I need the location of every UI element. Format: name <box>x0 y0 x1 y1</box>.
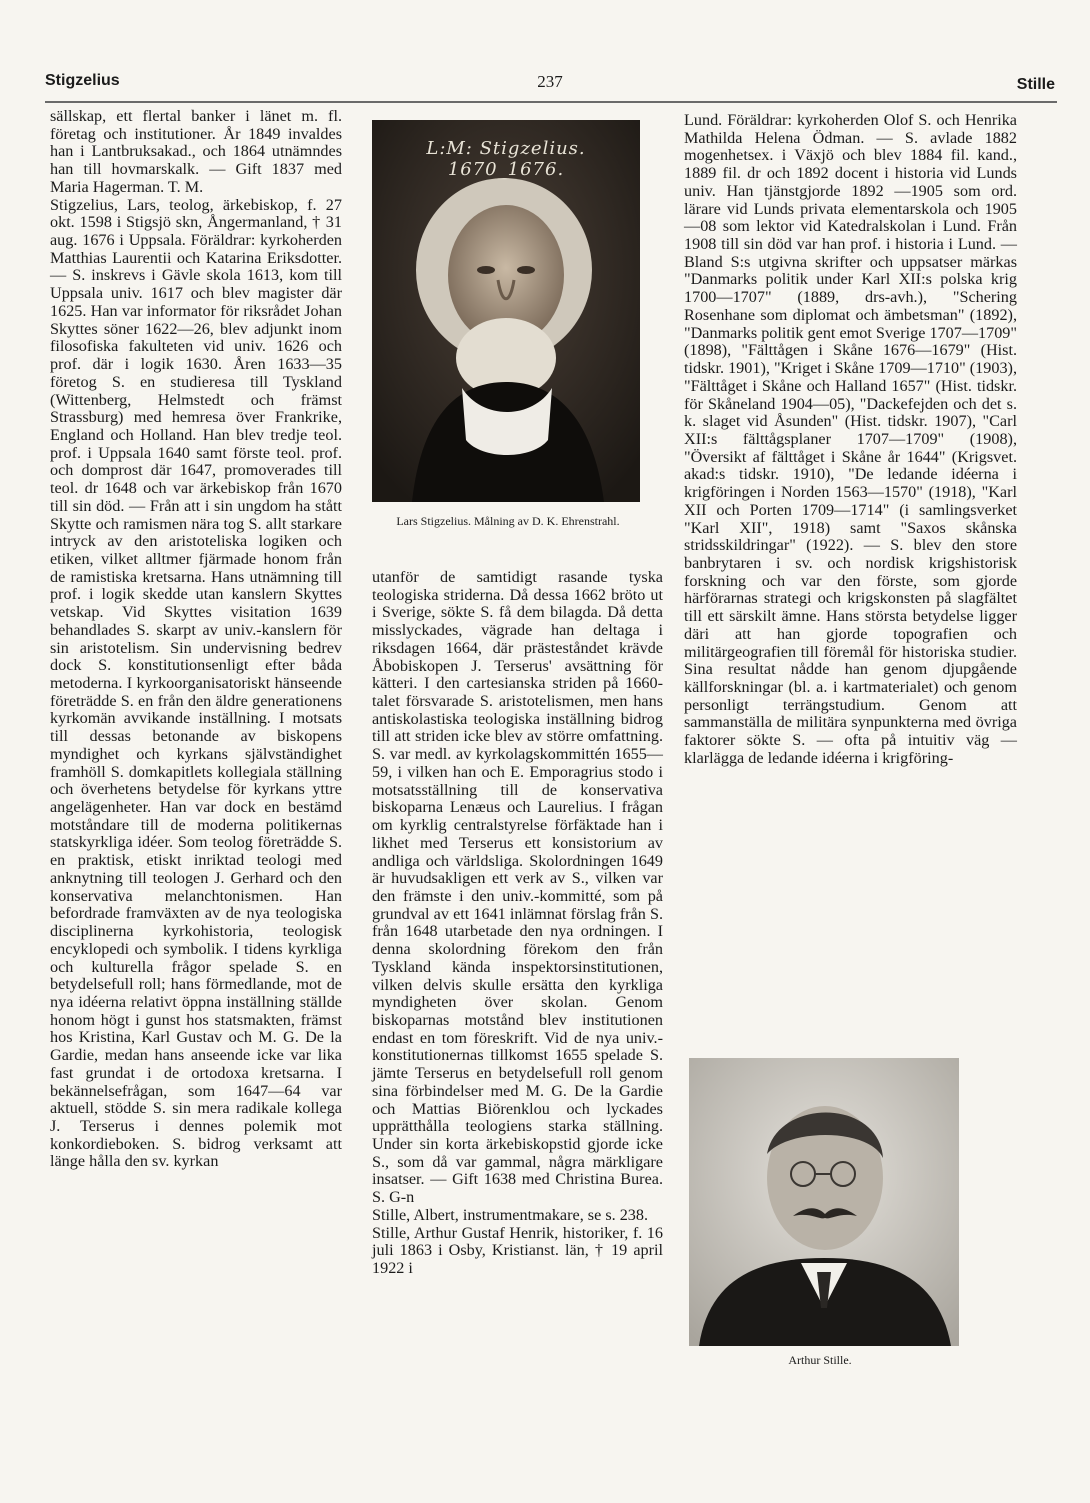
running-header <box>45 72 1055 98</box>
portrait-caption-stille: Arthur Stille. <box>788 1353 852 1367</box>
text-column-right <box>684 112 1017 768</box>
portrait-stille <box>689 1058 959 1346</box>
text-column-middle <box>372 569 663 1278</box>
portrait-caption-stigzelius: Lars Stigzelius. Målning av D. K. Ehrenstrahl. <box>396 514 620 528</box>
column-left-text: sällskap, ett flertal banker i länet m. fl. företag och institutioner. År 1849 invaldes han i Lantbruksakad., och 1864 utnämndes han till hovmarskalk. — Gift 1837 med Maria Hagerman. T. M. Stigzelius, Lars, teolog, ärkebiskop, f. 27 okt. 1598 i Stigsjö skn, Ångermanland, † 31 aug. 1676 i Uppsala. Föräldrar: kyrkoherden Matthias Laurentii och Katarina Eriksdotter. — S. inskrevs i Gävle skola 1613, kom till Uppsala univ. 1617 och blev magister där 1625. Han var informator för riksrådet Johan Skyttes söner 1622—26, blev adjunkt inom filosofiska fakulteten vid univ. 1626 och prof. där i logik 1630. Åren 1633—35 företog S. en studieresa till Tyskland (Wittenberg, Helmstedt och främst Strassburg) med hemresa över Frankrike, England och Holland. Han blev tredje teol. prof. i Uppsala 1640 samt förste teol. prof. och domprost där 1647, promoverades till teol. dr 1648 och var ärkebiskop från 1670 till sin död. — Från att i sin ungdom ha stått Skytte och ramismen nära tog S. allt starkare intryck av den aristoteliska logiken och etiken, vilket alltmer fjärmade honom från de ramistiska kretsarna. Hans utnämning till prof. i logik skedde utan kanslern Skyttes vetskap. Vid Skyttes visitation 1639 behandlades S. skarpt av univ.-kanslern för sin aristotelism. Sin undervisning bedrev dock S. konstitutionsenligt efter båda metoderna. I kyrkoorganisatoriskt hänseende företrädde S. en från den äldre generationens kyrkomän avvikande inställning. I motsats till dessas betonande av biskopens myndighet och kyrkans självständighet framhöll S. domkapitlets kollegiala ställning och överhetens betydelse för kyrkans yttre angelägenheter. Han var dock en bestämd motståndare till de moderna politikernas statskyrkliga idéer. Som teolog företrädde S. en praktisk, etiskt inriktad teologi med anknytning till teologen J. Gerhard och den konservativa melanchtonismen. Han befordrade framväxten av de nya teologiska disciplinerna kyrkohistoria, teologisk encyklopedi och symbolik. I tidens kyrkliga och kulturella frågor spelade S. en betydelsefull roll; hans förmedlande, mot de nya idéerna relativt öppna inställning ställde honom högt i gunst hos statsmakten, främst hos Kristina, Karl Gustav och M. G. De la Gardie, medan hans anseende icke var lika fast grundat i de ortodoxa kretsarna. I bekännelsefrågan, som 1647—64 var aktuell, stödde S. sin mera radikale kollega J. Terserus i dennes polemik mot konkordieboken. S. bidrog verksamt att länge hålla den sv. kyrkan <box>50 107 342 1171</box>
portrait-inscription: L:M: Stigzelius. 1670_1676. <box>426 138 586 180</box>
header-right-keyword: Stille <box>1016 76 1055 93</box>
text-column-left <box>50 108 342 1171</box>
header-rule <box>45 101 1057 103</box>
photo-illustration <box>689 1058 959 1346</box>
column-right-text: Lund. Föräldrar: kyrkoherden Olof S. och Henrika Mathilda Helena Ödman. — S. avlade 1882 mogenhetsex. i Växjö och blev 1884 fil. kand., 1889 fil. dr och 1892 docent i historia vid Lunds univ. Han tjänstgjorde 1892 —1905 som ord. lärare vid Lunds privata elementarskola och 1905—08 som lektor vid Katedralskolan i Lund. Från 1908 till sin död var han prof. i historia i Lund. — Bland S:s utgivna skrifter och uppsatser märkas "Danmarks politik under Karl XII:s polska krig 1700—1707" (1889, drs-avh.), "Schering Rosenhane som diplomat och ämbetsman" (1892), "Danmarks politik gent emot Sverige 1707—1709" (1898), "Fälttågen i Skåne 1676—1679" (Hist. tidskr. 1901), "Kriget i Skåne 1709—1710" (1903), "Fälttåget i Skåne och Halland 1657" (Hist. tidskr. för Skåneland 1904—05), "Dackefejden och det s. k. slaget vid Åsunden" (Hist. tidskr. 1907), "Carl XII:s fälttågsplaner 1707—1709" (1908), "Översikt af fälttåget i Skåne år 1644" (Krigsvet. akad:s tidskr. 1910), "De ledande idéerna i krigföringen i Norden 1563—1570" (1918), "Karl XII och Porten 1709—1714" (i samlingsverket "Karl XII", 1918) samt "Saxos skånska stridsskildringar" (1922). — S. blev den store banbrytaren i sv. och nordisk krigshistorisk forskning och var den förste, som gjorde härförarnas strategi och krigskonsten på slagfältet till ett särskilt ämne. Hans största betydelse ligger däri att han gjorde topografien och militärgeografien till föremål för historiska studier. Sina resultat nådde han genom djupgående källforskningar (bl. a. i kartmaterialet) och genom personligt terrängstudium. Genom att sammanställa de militära synpunkterna med övriga faktorer sökte S. — ofta på intuitiv väg — klarlägga de ledande idéerna i krigföring- <box>684 111 1017 767</box>
column-middle-text: utanför de samtidigt rasande tyska teologiska striderna. Då dessa 1662 bröto ut i Sverige, sökte S. få dem bilagda. Då detta misslyckades, vägrade han deltaga i riksdagen 1664, där prästeståndet krävde Åbobiskopen J. Terserus' avsättning för kätteri. I den cartesianska striden på 1660-talet försvarade S. aristotelismen, men hans antiskolastiska teologiska inställning bidrog till att striden icke blev av större omfattning. S. var medl. av kyrkolagskommittén 1655—59, i vilken han och E. Emporagrius stodo i motsatsställning till de konservativa biskoparna Lenæus och Laurelius. I frågan om kyrklig centralstyrelse förfäktade han i likhet med Terserus ett konsistorium av andliga och världsliga. Skolordningen 1649 är huvudsakligen ett verk av S., vilken var den främste i den univ.-kommitté, som på grundval av ett 1641 inlämnat förslag från S. från 1648 utarbetade den nya ordningen. I denna skolordning förekom den från Tyskland kända inspektorsinstitutionen, vilken delvis skulle ersätta den kyrkliga myndigheten över skolan. Genom biskoparnas motstånd blev institutionen endast en tom föreskrift. Vid de nya univ.-konstitutionernas tillkomst 1655 spelade S. jämte Terserus en betydelsefull roll genom sina förbindelser med M. G. De la Gardie och Mattias Biörenklou och lyckades upprätthålla teologiens starka ställning. Under sin korta ärkebiskopstid gjorde icke S., som då var gammal, några märkligare insatser. — Gift 1638 med Christina Burea. S. G-n Stille, Albert, instrumentmakare, se s. 238. Stille, Arthur Gustaf Henrik, historiker, f. 16 juli 1863 i Osby, Kristianst. län, † 19 april 1922 i <box>372 568 663 1278</box>
header-left-keyword: Stigzelius <box>45 72 120 89</box>
page-number: 237 <box>537 72 563 91</box>
